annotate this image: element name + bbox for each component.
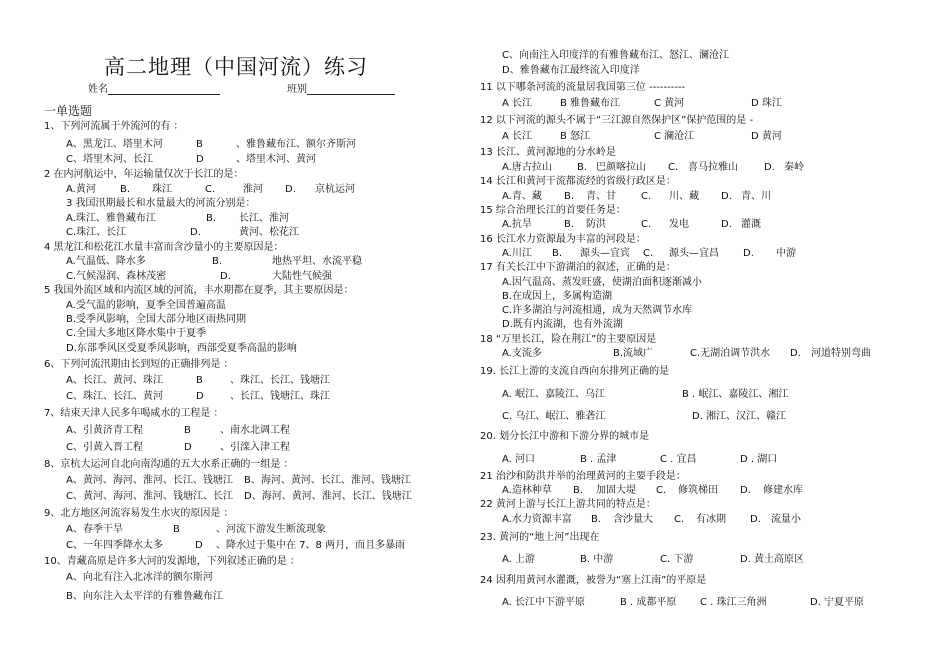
- right-line-34: D.: [721, 219, 732, 230]
- page-title: 高二地理（中国河流）练习: [104, 55, 368, 79]
- left-line-25: 地热平坦、水流平稳: [272, 256, 362, 267]
- right-line-20: 14 长江和黄河干流都流经的省级行政区是：: [480, 176, 676, 187]
- left-line-1: A、黑龙江、塔里木河: [66, 139, 163, 150]
- right-line-69: C.: [656, 485, 667, 496]
- right-line-33: 发电: [669, 219, 689, 230]
- left-line-36: B: [196, 375, 203, 386]
- left-line-43: B: [184, 425, 191, 436]
- right-line-90: D. 宁夏平原: [810, 597, 865, 608]
- right-line-89: C . 珠江三角洲: [700, 597, 767, 608]
- right-line-27: 青、川: [741, 191, 771, 202]
- right-line-59: D. 湘江、汉江、赣江: [692, 411, 787, 422]
- right-line-41: 源头—宜昌: [669, 248, 719, 259]
- right-line-76: 含沙量大: [613, 514, 653, 525]
- right-line-85: D. 黄土高原区: [740, 554, 805, 565]
- right-line-9: B 怒江: [560, 131, 591, 142]
- right-line-18: D.: [764, 162, 775, 173]
- left-line-33: D.东部季风区受夏季风影响，西部受夏季高温的影响: [66, 343, 297, 354]
- right-line-81: 23. 黄河的“地上河”出现在: [480, 532, 600, 543]
- right-line-21: A.青、藏: [502, 191, 542, 202]
- left-line-17: B.: [206, 213, 217, 224]
- left-line-8: A.黄河: [66, 184, 96, 195]
- right-line-12: 13 长江、黄河源地的分水岭是: [480, 147, 616, 158]
- left-line-26: C.气候湿润、森林茂密: [66, 271, 167, 282]
- right-line-63: C . 宜昌: [660, 454, 697, 465]
- left-line-46: D: [184, 442, 192, 453]
- right-line-28: 15 综合治理长江的首要任务是：: [480, 205, 626, 216]
- right-line-29: A.抗旱: [502, 219, 532, 230]
- left-line-29: 5 我国外流区域和内流区域的河流，丰水期都在夏季，其主要原因是：: [44, 285, 354, 296]
- left-line-48: 8、京杭大运河自北向南沟通的五大水系正确的一组是 ：: [44, 459, 294, 470]
- right-line-37: A.川江: [502, 248, 532, 259]
- right-line-45: A.因气温高、蒸发旺盛，使湖泊面积逐渐减小: [502, 277, 702, 288]
- left-line-28: 大陆性气候强: [272, 271, 332, 282]
- left-line-39: D: [196, 391, 204, 402]
- left-line-24: B.: [212, 256, 223, 267]
- right-line-71: D.: [740, 485, 751, 496]
- name-label: 姓名: [88, 84, 108, 95]
- right-line-47: C.许多湖泊与河流相通，成为天然调节水库: [502, 305, 693, 316]
- name-underline: [108, 83, 220, 95]
- right-line-26: D.: [721, 191, 732, 202]
- right-line-14: B.: [577, 162, 588, 173]
- right-line-7: 12 以下河流的源头不属于“三江源自然保护区”保护范围的是 -: [480, 115, 754, 126]
- left-line-7: 2 在内河航运中，年运输量仅次于长江的是：: [44, 169, 244, 180]
- right-line-83: B. 中游: [580, 554, 614, 565]
- right-line-86: 24 因利用黄河水灌溉，被誉为“塞上江南”的平原是: [480, 575, 707, 586]
- right-line-67: B.: [573, 485, 584, 496]
- right-line-53: D.: [790, 348, 801, 359]
- name-field[interactable]: [88, 80, 220, 95]
- right-line-10: C 澜沧江: [654, 131, 695, 142]
- right-line-60: 20. 划分长江中游和下游分界的城市是: [480, 431, 650, 442]
- right-line-32: C.: [641, 219, 652, 230]
- left-line-30: A.受气温的影响，夏季全国普遍高温: [66, 300, 226, 311]
- right-line-49: 18 “万里长江，险在荆江”的主要原因是: [480, 334, 657, 345]
- right-line-54: 河道特别弯曲: [811, 348, 871, 359]
- left-line-27: D.: [220, 271, 231, 282]
- left-line-9: B.: [120, 184, 131, 195]
- left-line-20: D.: [190, 227, 201, 238]
- right-line-50: A.支流多: [502, 348, 542, 359]
- left-line-60: 10、青藏高原是许多大河的发源地，下列叙述正确的是 ：: [44, 556, 300, 567]
- right-line-39: 源头—宜宾: [580, 248, 630, 259]
- left-line-51: C、黄河、海河、淮河、钱塘江、长江: [66, 491, 233, 502]
- right-line-1: D、雅鲁藏布江最终流入印度洋: [502, 65, 640, 76]
- right-line-55: 19. 长江上游的支流自西向东排列正确的是: [480, 366, 670, 377]
- class-field[interactable]: [287, 80, 395, 95]
- left-line-52: D、海河、黄河、淮河、长江、钱塘江: [244, 491, 412, 502]
- right-line-51: B.流域广: [613, 348, 654, 359]
- left-line-53: 9、北方地区河流容易发生水灾的原因是 ：: [44, 508, 234, 519]
- left-line-54: A、春季干旱: [66, 524, 123, 535]
- right-line-15: 巴颜喀拉山: [596, 162, 646, 173]
- left-line-6: 、塔里木河、黄河: [236, 154, 316, 165]
- right-line-43: 中游: [776, 248, 796, 259]
- class-label: 班别: [287, 84, 307, 95]
- right-line-87: A. 长江中下游平原: [502, 597, 586, 608]
- right-line-70: 修筑梯田: [678, 485, 718, 496]
- left-line-49: A、黄河、海河、淮河、长江、钱塘江: [66, 475, 233, 486]
- right-line-44: 17 有关长江中下游湖泊的叙述，正确的是：: [480, 262, 676, 273]
- left-line-45: C、引黄入晋工程: [66, 442, 143, 453]
- left-line-57: C、一年四季降水太多: [66, 540, 163, 551]
- right-line-38: B.: [552, 248, 563, 259]
- left-line-10: 珠江: [152, 184, 172, 195]
- left-line-41: 7、结束天津人民多年喝咸水的工程是 ：: [44, 408, 224, 419]
- right-line-62: B . 孟津: [580, 454, 617, 465]
- left-line-21: 黄河、松花江: [239, 227, 299, 238]
- right-line-3: A 长江: [502, 98, 533, 109]
- left-line-34: 6、下列河流汛期由长到短的正确排列是 ：: [44, 359, 234, 370]
- left-line-3: 、雅鲁藏布江、额尔齐斯河: [236, 139, 356, 150]
- right-line-48: D.既有内流湖，也有外流湖: [502, 319, 623, 330]
- right-line-17: 喜马拉雅山: [688, 162, 738, 173]
- left-line-4: C、塔里木河、长江: [66, 154, 153, 165]
- left-line-32: C.全国大多地区降水集中于夏季: [66, 328, 207, 339]
- right-line-16: C.: [668, 162, 679, 173]
- right-line-56: A. 岷江、嘉陵江、乌江: [502, 389, 606, 400]
- left-line-14: 京杭运河: [315, 184, 355, 195]
- left-line-2: B: [196, 139, 203, 150]
- right-line-68: 加固大堤: [596, 485, 636, 496]
- class-underline: [307, 83, 395, 95]
- right-line-58: C. 乌江、岷江、雅砻江: [502, 411, 606, 422]
- left-line-56: 、河流下游发生断流现象: [216, 524, 326, 535]
- right-line-46: B.在成因上，多属构造湖: [502, 291, 613, 302]
- left-line-59: 、降水过于集中在 7、8 两月，而且多暴雨: [216, 540, 406, 551]
- right-line-19: 秦岭: [784, 162, 804, 173]
- right-line-65: 21 治沙和防洪并举的治理黄河的主要手段是：: [480, 471, 686, 482]
- left-line-44: 、南水北调工程: [220, 425, 290, 436]
- right-line-2: 11 以下哪条河流的流量居我国第三位 ----------: [480, 82, 686, 93]
- right-line-13: A.唐古拉山: [502, 162, 552, 173]
- left-line-40: 、长江、钱塘江、珠江: [230, 391, 330, 402]
- left-line-12: 淮河: [243, 184, 263, 195]
- right-line-22: B.: [564, 191, 575, 202]
- left-line-58: D: [195, 540, 203, 551]
- right-line-6: D 珠江: [751, 98, 782, 109]
- left-line-31: B.受季风影响，全国大部分地区雨热同期: [66, 314, 247, 325]
- right-line-35: 灌溉: [741, 219, 761, 230]
- right-line-78: 有冰期: [696, 514, 726, 525]
- right-line-36: 16 长江水力资源最为丰富的河段是：: [480, 234, 646, 245]
- right-line-75: B.: [591, 514, 602, 525]
- right-line-82: A. 上游: [502, 554, 536, 565]
- right-line-73: 22 黄河上游与长江上游共同的特点是：: [480, 499, 656, 510]
- right-line-25: 川、藏: [669, 191, 699, 202]
- right-line-23: 青、甘: [586, 191, 616, 202]
- right-line-66: A.造林种草: [502, 485, 552, 496]
- right-line-80: 流量小: [771, 514, 801, 525]
- right-line-52: C.无湖泊调节洪水: [690, 348, 771, 359]
- left-line-5: D: [196, 154, 204, 165]
- right-line-42: D.: [743, 248, 754, 259]
- right-line-57: B . 岷江、嘉陵江、湘江: [682, 389, 789, 400]
- left-line-13: D.: [285, 184, 296, 195]
- left-line-47: 、引滦入津工程: [220, 442, 290, 453]
- right-line-72: 修建水库: [763, 485, 803, 496]
- left-line-18: 长江、淮河: [239, 213, 289, 224]
- right-line-64: D . 湖口: [740, 454, 778, 465]
- right-line-0: C、向南注入印度洋的有雅鲁藏布江、怒江、澜沧江: [502, 50, 729, 61]
- left-line-15: 3 我国汛期最长和水量最大的河流分别是：: [66, 198, 256, 209]
- right-line-24: C.: [641, 191, 652, 202]
- left-line-37: 、珠江、长江、钱塘江: [230, 375, 330, 386]
- left-line-22: 4 黑龙江和松花江水量丰富而含沙量小的主要原因是：: [44, 242, 284, 253]
- right-line-84: C. 下游: [660, 554, 694, 565]
- left-line-50: B、海河、黄河、长江、淮河、钱塘江: [244, 475, 411, 486]
- right-line-31: 防洪: [586, 219, 606, 230]
- right-line-8: A 长江: [502, 131, 533, 142]
- left-line-0: 1、下列河流属于外流河的有 ：: [44, 121, 184, 132]
- left-line-16: A.珠江、雅鲁藏布江: [66, 213, 156, 224]
- left-line-62: B、向东注入太平洋的有雅鲁藏布江: [66, 591, 223, 602]
- left-line-35: A、长江、黄河、珠江: [66, 375, 163, 386]
- right-line-30: B.: [564, 219, 575, 230]
- section-heading: 一单选题: [44, 104, 93, 118]
- right-line-40: C.: [643, 248, 654, 259]
- left-line-55: B: [173, 524, 180, 535]
- right-line-61: A. 河口: [502, 454, 536, 465]
- left-line-19: C.珠江、长江: [66, 227, 127, 238]
- left-line-61: A、向北有注入北冰洋的额尔斯河: [66, 572, 213, 583]
- left-line-38: C、珠江、长江、黄河: [66, 391, 163, 402]
- left-line-42: A、引黄济青工程: [66, 425, 143, 436]
- right-line-4: B 雅鲁藏布江: [560, 98, 621, 109]
- right-line-5: C 黄河: [654, 98, 685, 109]
- right-line-74: A.水力资源丰富: [502, 514, 572, 525]
- right-line-77: C.: [674, 514, 685, 525]
- left-line-23: A.气温低、降水多: [66, 256, 146, 267]
- right-line-88: B . 成都平原: [620, 597, 677, 608]
- right-line-11: D 黄河: [751, 131, 782, 142]
- left-line-11: C.: [205, 184, 216, 195]
- right-line-79: D.: [750, 514, 761, 525]
